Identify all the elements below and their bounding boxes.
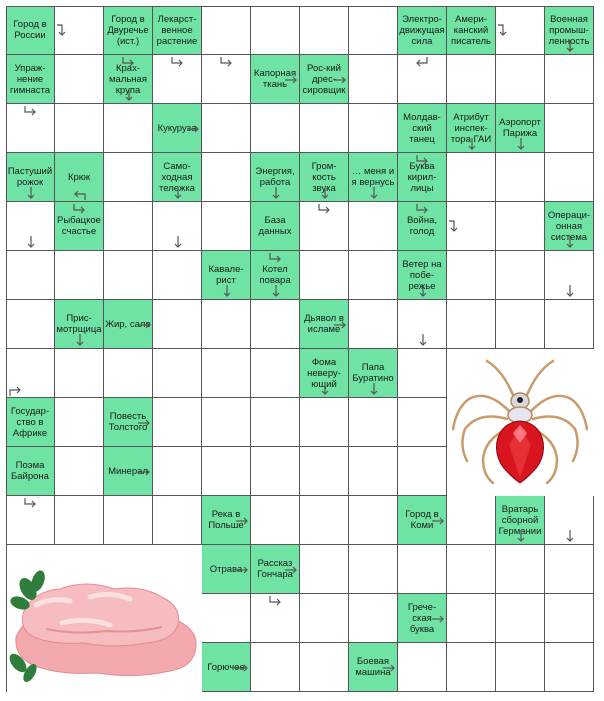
clue-text: Война, голод (406, 215, 438, 237)
clue-text: Отрава (209, 563, 243, 575)
clue-cell (6, 55, 55, 104)
clue-cell (447, 6, 496, 55)
answer-cell[interactable] (153, 300, 202, 349)
answer-cell[interactable] (447, 300, 496, 349)
clue-text: Капорная ткань (253, 68, 297, 90)
arrow-icon (382, 661, 396, 675)
arrow-icon (367, 186, 381, 200)
answer-cell[interactable] (300, 643, 349, 692)
clue-text: Буква кирил-лицы (407, 160, 437, 194)
clue-text: Государ-ство в Африке (10, 405, 50, 439)
arrow-icon (219, 56, 233, 70)
answer-cell[interactable] (496, 251, 545, 300)
answer-cell[interactable] (55, 251, 104, 300)
answer-cell[interactable] (153, 398, 202, 447)
answer-cell[interactable] (55, 496, 104, 545)
answer-cell[interactable] (202, 6, 251, 55)
answer-cell[interactable] (398, 545, 447, 594)
arrow-icon (23, 105, 37, 119)
arrow-icon (56, 23, 70, 37)
answer-cell[interactable] (153, 496, 202, 545)
clue-text: Прис-мотрщица (56, 313, 102, 335)
clue-text: Папа Буратино (352, 362, 394, 384)
clue-cell (398, 104, 447, 153)
arrow-icon (497, 23, 511, 37)
clue-text: Дьявол в исламе (304, 313, 344, 335)
answer-cell[interactable] (545, 153, 594, 202)
clue-text: Котел повара (259, 264, 291, 286)
answer-cell[interactable] (349, 251, 398, 300)
answer-cell[interactable] (349, 398, 398, 447)
arrow-icon (416, 284, 430, 298)
arrow-icon (318, 382, 332, 396)
arrow-icon (137, 318, 151, 332)
answer-cell[interactable] (349, 496, 398, 545)
answer-cell[interactable] (349, 202, 398, 251)
answer-cell[interactable] (55, 447, 104, 496)
arrow-icon (235, 514, 249, 528)
answer-cell[interactable] (496, 55, 545, 104)
clue-text: Рос-кий дрес-сировщик (302, 62, 346, 96)
clue-text: Жир, сало (105, 318, 151, 330)
clue-text: Энергия, работа (255, 166, 295, 188)
answer-cell[interactable] (153, 349, 202, 398)
answer-cell[interactable] (496, 202, 545, 251)
answer-cell[interactable] (251, 104, 300, 153)
answer-cell[interactable] (545, 545, 594, 594)
arrow-icon (514, 137, 528, 151)
arrow-icon (171, 186, 185, 200)
arrow-icon (465, 137, 479, 151)
answer-cell[interactable] (104, 496, 153, 545)
arrow-icon (284, 73, 298, 87)
clue-text: Атрибут инспек-тора ГАИ (450, 111, 492, 145)
answer-cell[interactable] (153, 447, 202, 496)
clue-text: Операци-онная система (547, 209, 591, 243)
answer-cell[interactable] (300, 545, 349, 594)
answer-cell[interactable] (349, 6, 398, 55)
clue-text: … меня и я вернусь (351, 166, 395, 188)
clue-text: Горючее (207, 661, 245, 673)
answer-cell[interactable] (398, 398, 447, 447)
clue-text: База данных (258, 215, 292, 237)
arrow-icon (269, 284, 283, 298)
arrow-icon (563, 39, 577, 53)
answer-cell[interactable] (251, 349, 300, 398)
answer-cell[interactable] (398, 349, 447, 398)
answer-cell[interactable] (349, 55, 398, 104)
answer-cell[interactable] (447, 643, 496, 692)
arrow-icon (268, 252, 282, 266)
arrow-icon (24, 186, 38, 200)
clue-text: Река в Польше (208, 509, 244, 531)
answer-cell[interactable] (251, 447, 300, 496)
answer-cell[interactable] (496, 643, 545, 692)
answer-cell[interactable] (496, 153, 545, 202)
answer-cell[interactable] (251, 398, 300, 447)
clue-cell (398, 6, 447, 55)
clue-text: Молдав-ский танец (403, 111, 441, 145)
answer-cell[interactable] (202, 202, 251, 251)
clue-text: Гром-кость звука (311, 160, 337, 194)
answer-cell[interactable] (300, 104, 349, 153)
arrow-icon (333, 318, 347, 332)
clue-text: Пастуший рожок (7, 166, 53, 188)
answer-cell[interactable] (300, 6, 349, 55)
arrow-icon (563, 529, 577, 543)
arrow-icon (431, 612, 445, 626)
answer-cell[interactable] (251, 496, 300, 545)
arrow-icon (171, 235, 185, 249)
clue-text: Город в России (13, 19, 47, 41)
answer-cell[interactable] (6, 251, 55, 300)
answer-cell[interactable] (349, 594, 398, 643)
answer-cell[interactable] (55, 104, 104, 153)
answer-cell[interactable] (202, 104, 251, 153)
answer-cell[interactable] (153, 251, 202, 300)
arrow-icon (73, 333, 87, 347)
clue-text: Рыбацкое счастье (57, 215, 101, 237)
answer-cell[interactable] (55, 55, 104, 104)
arrow-icon (514, 529, 528, 543)
arrow-icon (186, 122, 200, 136)
clue-text: Город в Двуречье (ист.) (107, 13, 149, 47)
answer-cell[interactable] (545, 643, 594, 692)
clue-text: Кавале-рист (208, 264, 244, 286)
clue-text: Крюк (67, 171, 91, 183)
answer-cell[interactable] (545, 300, 594, 349)
arrow-icon (72, 203, 86, 217)
arrow-icon (170, 56, 184, 70)
answer-cell[interactable] (447, 545, 496, 594)
answer-cell[interactable] (496, 545, 545, 594)
answer-cell[interactable] (104, 349, 153, 398)
answer-cell[interactable] (300, 398, 349, 447)
arrow-icon (317, 203, 331, 217)
clue-text: Упраж-нение гимнаста (9, 62, 51, 96)
clue-text: Лекарст-венное растение (156, 13, 198, 47)
clue-text: Боевая машина (355, 656, 391, 678)
answer-cell[interactable] (545, 55, 594, 104)
answer-cell[interactable] (251, 300, 300, 349)
clue-text: Грече-ская буква (407, 601, 437, 635)
answer-cell[interactable] (300, 594, 349, 643)
clue-text: Амери-канский писатель (451, 13, 491, 47)
arrow-icon (415, 56, 429, 70)
answer-cell[interactable] (202, 300, 251, 349)
clue-cell (6, 6, 55, 55)
answer-cell[interactable] (104, 104, 153, 153)
answer-cell[interactable] (202, 594, 251, 643)
answer-cell[interactable] (398, 643, 447, 692)
clue-text: Аэропорт Парижа (499, 117, 541, 139)
clue-cell (153, 6, 202, 55)
arrow-icon (121, 56, 135, 70)
clue-text: Военная промыш-ленность (548, 13, 590, 47)
answer-cell[interactable] (202, 153, 251, 202)
clue-text: Крах-мальная крупа (109, 62, 147, 96)
answer-cell[interactable] (104, 153, 153, 202)
clue-cell (251, 202, 300, 251)
arrow-icon (220, 284, 234, 298)
clue-text: Повесть Толстого (108, 411, 148, 433)
clue-text: Поэма Байрона (11, 460, 49, 482)
arrow-icon (431, 514, 445, 528)
answer-cell[interactable] (349, 545, 398, 594)
clue-text: Ветер на побе-режье (402, 258, 442, 292)
arrow-icon (235, 661, 249, 675)
arrow-icon (448, 219, 462, 233)
answer-cell[interactable] (496, 300, 545, 349)
answer-cell[interactable] (349, 104, 398, 153)
arrow-icon (268, 595, 282, 609)
answer-cell[interactable] (349, 300, 398, 349)
answer-cell[interactable] (545, 594, 594, 643)
clue-text: Фома неверу-ющий (307, 356, 341, 390)
arrow-icon (415, 154, 429, 168)
clue-text: Город в Коми (405, 509, 439, 531)
answer-cell[interactable] (251, 643, 300, 692)
arrow-icon (416, 333, 430, 347)
arrow-icon (333, 73, 347, 87)
arrow-icon (563, 284, 577, 298)
arrow-icon (367, 382, 381, 396)
answer-cell[interactable] (300, 447, 349, 496)
arrow-icon (563, 235, 577, 249)
arrow-icon (137, 416, 151, 430)
answer-cell[interactable] (447, 153, 496, 202)
arrow-icon (137, 465, 151, 479)
clue-text: Минерал (108, 465, 148, 477)
answer-cell[interactable] (398, 447, 447, 496)
arrow-icon (284, 563, 298, 577)
clue-cell (6, 447, 55, 496)
clue-text: Электро-движущая сила (399, 13, 445, 47)
arrow-icon (24, 235, 38, 249)
crossword-grid (6, 6, 594, 692)
answer-cell[interactable] (104, 202, 153, 251)
clue-cell (6, 398, 55, 447)
clue-text: Кукуруза (157, 122, 197, 134)
clue-cell (104, 6, 153, 55)
answer-cell[interactable] (202, 349, 251, 398)
answer-cell[interactable] (300, 251, 349, 300)
arrow-icon (23, 497, 37, 511)
answer-cell[interactable] (447, 251, 496, 300)
answer-cell[interactable] (349, 447, 398, 496)
answer-cell[interactable] (104, 251, 153, 300)
spider-brooch-image (447, 349, 593, 495)
arrow-icon (8, 383, 22, 397)
answer-cell[interactable] (251, 6, 300, 55)
answer-cell[interactable] (447, 496, 496, 545)
clue-text: Рассказ Гончара (257, 558, 293, 580)
answer-cell[interactable] (202, 447, 251, 496)
raw-meat-image (6, 545, 201, 691)
answer-cell[interactable] (447, 594, 496, 643)
answer-cell[interactable] (300, 496, 349, 545)
clue-text: Вратарь сборной Германии (498, 503, 542, 537)
answer-cell[interactable] (202, 398, 251, 447)
answer-cell[interactable] (55, 398, 104, 447)
arrow-icon (269, 186, 283, 200)
arrow-icon (122, 88, 136, 102)
clue-text: Само-ходная тележка (159, 160, 195, 194)
answer-cell[interactable] (6, 300, 55, 349)
arrow-icon (235, 563, 249, 577)
arrow-icon (415, 203, 429, 217)
answer-cell[interactable] (496, 594, 545, 643)
answer-cell[interactable] (55, 349, 104, 398)
arrow-icon (73, 187, 87, 201)
answer-cell[interactable] (545, 104, 594, 153)
answer-cell[interactable] (447, 55, 496, 104)
arrow-icon (318, 186, 332, 200)
